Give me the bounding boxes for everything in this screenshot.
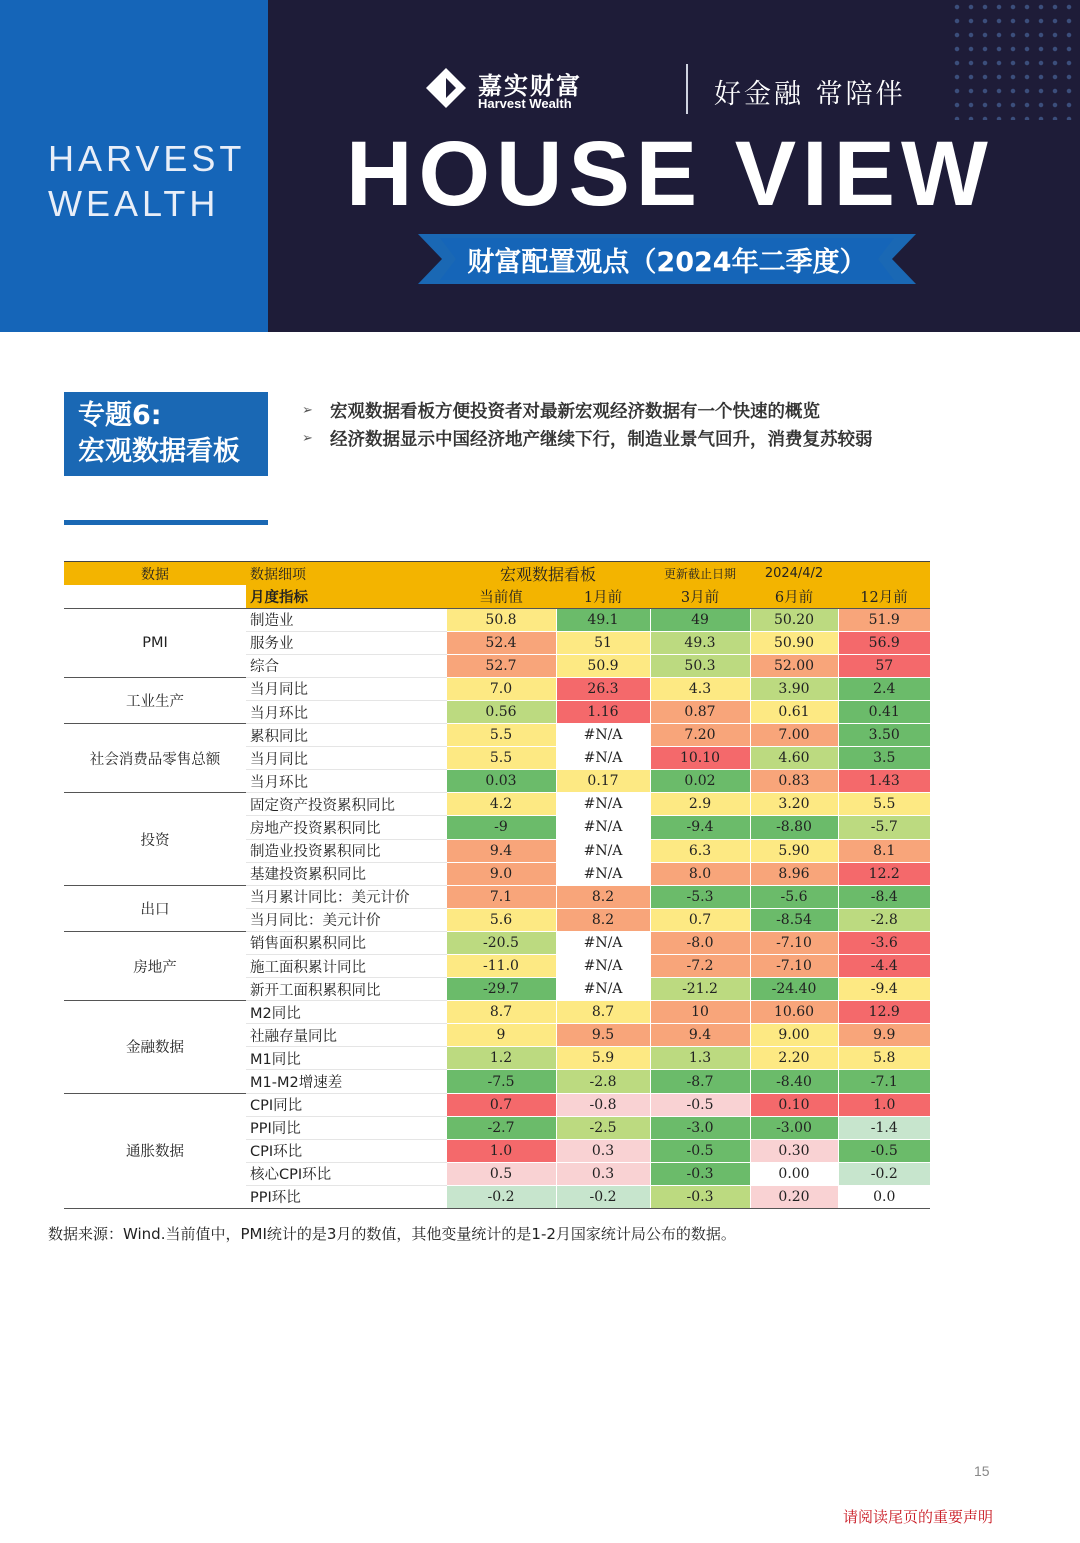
- value-cell: 9.0: [446, 862, 556, 885]
- value-cell: 50.20: [750, 608, 838, 631]
- value-cell: 56.9: [838, 631, 930, 654]
- table-row: [64, 1001, 930, 1024]
- value-cell: -0.5: [838, 1139, 930, 1162]
- topic-underline: [64, 520, 268, 525]
- update-label: 更新截止日期: [650, 562, 750, 586]
- indicator-cell: 当月同比：美元计价: [246, 908, 446, 931]
- page-number: 15: [974, 1463, 990, 1479]
- category-cell: 出口: [64, 885, 246, 931]
- value-cell: 0.30: [750, 1139, 838, 1162]
- category-cell: 通胀数据: [64, 1093, 246, 1208]
- value-cell: 0.56: [446, 700, 556, 723]
- banner-left-panel: [0, 0, 268, 332]
- value-cell: 0.5: [446, 1162, 556, 1185]
- value-cell: 2.20: [750, 1047, 838, 1070]
- harvest-logo-icon: [426, 68, 466, 108]
- value-cell: -0.2: [838, 1162, 930, 1185]
- value-cell: 2.4: [838, 677, 930, 700]
- value-cell: 5.9: [556, 1047, 650, 1070]
- value-cell: -0.5: [650, 1093, 750, 1116]
- value-cell: 9.4: [446, 839, 556, 862]
- logo-chinese-name: 嘉实财富: [478, 72, 582, 100]
- indicator-cell: 固定资产投资累积同比: [246, 793, 446, 816]
- subheader-blank: [64, 585, 246, 608]
- value-cell: -3.0: [650, 1116, 750, 1139]
- macro-dashboard-table: [64, 561, 930, 1209]
- value-cell: 3.90: [750, 677, 838, 700]
- value-cell: 52.00: [750, 654, 838, 677]
- indicator-cell: CPI同比: [246, 1093, 446, 1116]
- value-cell: 4.60: [750, 747, 838, 770]
- indicator-cell: 当月环比: [246, 770, 446, 793]
- value-cell: -3.6: [838, 931, 930, 954]
- bullet-arrow-icon: ➢: [302, 430, 313, 446]
- indicator-cell: 房地产投资累积同比: [246, 816, 446, 839]
- value-cell: 49.3: [650, 631, 750, 654]
- value-cell: 4.3: [650, 677, 750, 700]
- header-data-item: 数据细项: [246, 562, 446, 586]
- value-cell: -3.00: [750, 1116, 838, 1139]
- value-cell: 0.61: [750, 700, 838, 723]
- harvest-wealth-wordmark: [48, 136, 245, 226]
- value-cell: 3.20: [750, 793, 838, 816]
- value-cell: -0.2: [556, 1185, 650, 1208]
- table-row: [64, 793, 930, 816]
- bullet-item: [302, 396, 873, 424]
- indicator-cell: 当月同比: [246, 677, 446, 700]
- logo-english-name: Harvest Wealth: [478, 96, 572, 111]
- topic-number: 专题6:: [78, 400, 162, 431]
- data-source-note: 数据来源：Wind.当前值中，PMI统计的是3月的数值，其他变量统计的是1-2月国家统计局公布的数据。: [48, 1225, 736, 1243]
- col-6m: 6月前: [750, 585, 838, 608]
- value-cell: 0.00: [750, 1162, 838, 1185]
- value-cell: 9.5: [556, 1024, 650, 1047]
- value-cell: 8.7: [446, 1001, 556, 1024]
- value-cell: 9: [446, 1024, 556, 1047]
- value-cell: 2.9: [650, 793, 750, 816]
- value-cell: 50.8: [446, 608, 556, 631]
- value-cell: #N/A: [556, 839, 650, 862]
- value-cell: -11.0: [446, 955, 556, 978]
- value-cell: -9.4: [650, 816, 750, 839]
- bullet-text: 宏观数据看板方便投资者对最新宏观经济数据有一个快速的概览: [330, 401, 820, 422]
- value-cell: 0.87: [650, 700, 750, 723]
- value-cell: 1.16: [556, 700, 650, 723]
- table-row: [64, 931, 930, 954]
- value-cell: 26.3: [556, 677, 650, 700]
- value-cell: 5.8: [838, 1047, 930, 1070]
- value-cell: -8.40: [750, 1070, 838, 1093]
- value-cell: 5.5: [446, 747, 556, 770]
- value-cell: 10: [650, 1001, 750, 1024]
- value-cell: -8.80: [750, 816, 838, 839]
- col-1m: 1月前: [556, 585, 650, 608]
- value-cell: -7.1: [838, 1070, 930, 1093]
- value-cell: -21.2: [650, 978, 750, 1001]
- indicator-cell: 当月同比: [246, 747, 446, 770]
- value-cell: -8.7: [650, 1070, 750, 1093]
- value-cell: 0.0: [838, 1185, 930, 1208]
- value-cell: 7.1: [446, 885, 556, 908]
- indicator-cell: 核心CPI环比: [246, 1162, 446, 1185]
- value-cell: -4.4: [838, 955, 930, 978]
- value-cell: 49.1: [556, 608, 650, 631]
- value-cell: 5.90: [750, 839, 838, 862]
- value-cell: 3.5: [838, 747, 930, 770]
- indicator-cell: CPI环比: [246, 1139, 446, 1162]
- value-cell: 5.5: [446, 724, 556, 747]
- table-row: [64, 1093, 930, 1116]
- value-cell: 5.6: [446, 908, 556, 931]
- value-cell: #N/A: [556, 978, 650, 1001]
- value-cell: -2.7: [446, 1116, 556, 1139]
- value-cell: 7.20: [650, 724, 750, 747]
- value-cell: -2.8: [838, 908, 930, 931]
- value-cell: -8.4: [838, 885, 930, 908]
- topic-title: 宏观数据看板: [78, 436, 240, 467]
- value-cell: -8.0: [650, 931, 750, 954]
- table-header-row: [64, 562, 930, 586]
- value-cell: 10.10: [650, 747, 750, 770]
- value-cell: 12.2: [838, 862, 930, 885]
- value-cell: 50.90: [750, 631, 838, 654]
- topic-label-box: [64, 392, 268, 476]
- value-cell: 0.3: [556, 1162, 650, 1185]
- value-cell: #N/A: [556, 724, 650, 747]
- wordmark-line2: WEALTH: [48, 183, 220, 224]
- value-cell: -7.5: [446, 1070, 556, 1093]
- value-cell: 1.2: [446, 1047, 556, 1070]
- value-cell: -7.2: [650, 955, 750, 978]
- indicator-cell: M1-M2增速差: [246, 1070, 446, 1093]
- value-cell: -29.7: [446, 978, 556, 1001]
- value-cell: #N/A: [556, 793, 650, 816]
- value-cell: 51: [556, 631, 650, 654]
- value-cell: 8.2: [556, 885, 650, 908]
- value-cell: 6.3: [650, 839, 750, 862]
- table-row: [64, 677, 930, 700]
- indicator-cell: M2同比: [246, 1001, 446, 1024]
- value-cell: -9: [446, 816, 556, 839]
- value-cell: -0.5: [650, 1139, 750, 1162]
- value-cell: -2.5: [556, 1116, 650, 1139]
- house-view-headline: HOUSE VIEW: [346, 123, 994, 225]
- value-cell: 8.2: [556, 908, 650, 931]
- value-cell: 1.43: [838, 770, 930, 793]
- value-cell: #N/A: [556, 931, 650, 954]
- bullet-arrow-icon: ➢: [302, 402, 313, 418]
- col-12m: 12月前: [838, 585, 930, 608]
- value-cell: 7.0: [446, 677, 556, 700]
- header-banner: [0, 0, 1080, 332]
- value-cell: 8.7: [556, 1001, 650, 1024]
- col-current: 当前值: [446, 585, 556, 608]
- indicator-cell: 销售面积累积同比: [246, 931, 446, 954]
- summary-bullets: [302, 396, 873, 452]
- header-blank: [838, 562, 930, 586]
- indicator-cell: 当月累计同比：美元计价: [246, 885, 446, 908]
- bullet-text: 经济数据显示中国经济地产继续下行，制造业景气回升，消费复苏较弱: [330, 429, 873, 450]
- value-cell: 4.2: [446, 793, 556, 816]
- value-cell: 0.7: [650, 908, 750, 931]
- value-cell: 52.7: [446, 654, 556, 677]
- category-cell: PMI: [64, 608, 246, 677]
- table-subheader-row: [64, 585, 930, 608]
- value-cell: 0.17: [556, 770, 650, 793]
- value-cell: -0.2: [446, 1185, 556, 1208]
- wordmark-line1: HARVEST: [48, 138, 246, 179]
- col-3m: 3月前: [650, 585, 750, 608]
- value-cell: -2.8: [556, 1070, 650, 1093]
- value-cell: 0.83: [750, 770, 838, 793]
- value-cell: -7.10: [750, 931, 838, 954]
- value-cell: -0.8: [556, 1093, 650, 1116]
- value-cell: -20.5: [446, 931, 556, 954]
- indicator-cell: M1同比: [246, 1047, 446, 1070]
- value-cell: 1.0: [838, 1093, 930, 1116]
- header-data: 数据: [64, 562, 246, 586]
- category-cell: 投资: [64, 793, 246, 885]
- value-cell: 52.4: [446, 631, 556, 654]
- ribbon-title: 财富配置观点（2024年二季度）: [467, 247, 867, 278]
- update-date: 2024/4/2: [750, 562, 838, 586]
- indicator-cell: 综合: [246, 654, 446, 677]
- value-cell: 10.60: [750, 1001, 838, 1024]
- value-cell: 5.5: [838, 793, 930, 816]
- table-row: [64, 724, 930, 747]
- value-cell: 1.0: [446, 1139, 556, 1162]
- disclaimer-text: 请阅读尾页的重要声明: [843, 1508, 994, 1526]
- indicator-cell: 施工面积累计同比: [246, 955, 446, 978]
- category-cell: 房地产: [64, 931, 246, 1000]
- value-cell: -7.10: [750, 955, 838, 978]
- value-cell: 9.4: [650, 1024, 750, 1047]
- value-cell: 0.3: [556, 1139, 650, 1162]
- table-row: [64, 885, 930, 908]
- value-cell: -8.54: [750, 908, 838, 931]
- indicator-cell: 累积同比: [246, 724, 446, 747]
- value-cell: 50.9: [556, 654, 650, 677]
- value-cell: -9.4: [838, 978, 930, 1001]
- value-cell: 8.1: [838, 839, 930, 862]
- value-cell: 8.0: [650, 862, 750, 885]
- value-cell: 0.02: [650, 770, 750, 793]
- value-cell: #N/A: [556, 955, 650, 978]
- value-cell: 8.96: [750, 862, 838, 885]
- value-cell: -0.3: [650, 1185, 750, 1208]
- table-row: [64, 608, 930, 631]
- indicator-cell: 社融存量同比: [246, 1024, 446, 1047]
- value-cell: 0.7: [446, 1093, 556, 1116]
- value-cell: -5.7: [838, 816, 930, 839]
- indicator-cell: 制造业投资累积同比: [246, 839, 446, 862]
- value-cell: 49: [650, 608, 750, 631]
- indicator-cell: PPI同比: [246, 1116, 446, 1139]
- value-cell: 9.9: [838, 1024, 930, 1047]
- value-cell: 12.9: [838, 1001, 930, 1024]
- category-cell: 金融数据: [64, 1001, 246, 1093]
- value-cell: 50.3: [650, 654, 750, 677]
- value-cell: -5.6: [750, 885, 838, 908]
- value-cell: 0.10: [750, 1093, 838, 1116]
- indicator-cell: PPI环比: [246, 1185, 446, 1208]
- value-cell: 51.9: [838, 608, 930, 631]
- category-cell: 社会消费品零售总额: [64, 724, 246, 793]
- indicator-cell: 基建投资累积同比: [246, 862, 446, 885]
- value-cell: -0.3: [650, 1162, 750, 1185]
- monthly-indicator-label: 月度指标: [246, 585, 446, 608]
- value-cell: 7.00: [750, 724, 838, 747]
- bullet-item: [302, 424, 873, 452]
- indicator-cell: 当月环比: [246, 700, 446, 723]
- indicator-cell: 新开工面积累积同比: [246, 978, 446, 1001]
- value-cell: #N/A: [556, 747, 650, 770]
- slogan: 好金融 常陪伴: [714, 79, 906, 110]
- category-cell: 工业生产: [64, 677, 246, 723]
- value-cell: -5.3: [650, 885, 750, 908]
- value-cell: -24.40: [750, 978, 838, 1001]
- value-cell: 57: [838, 654, 930, 677]
- header-divider: [686, 64, 688, 114]
- value-cell: 3.50: [838, 724, 930, 747]
- indicator-cell: 服务业: [246, 631, 446, 654]
- value-cell: 0.03: [446, 770, 556, 793]
- dot-pattern-decoration: [950, 0, 1080, 120]
- value-cell: 1.3: [650, 1047, 750, 1070]
- value-cell: #N/A: [556, 862, 650, 885]
- value-cell: #N/A: [556, 816, 650, 839]
- value-cell: 0.41: [838, 700, 930, 723]
- value-cell: -1.4: [838, 1116, 930, 1139]
- value-cell: 9.00: [750, 1024, 838, 1047]
- value-cell: 0.20: [750, 1185, 838, 1208]
- table-title: 宏观数据看板: [446, 562, 650, 586]
- indicator-cell: 制造业: [246, 608, 446, 631]
